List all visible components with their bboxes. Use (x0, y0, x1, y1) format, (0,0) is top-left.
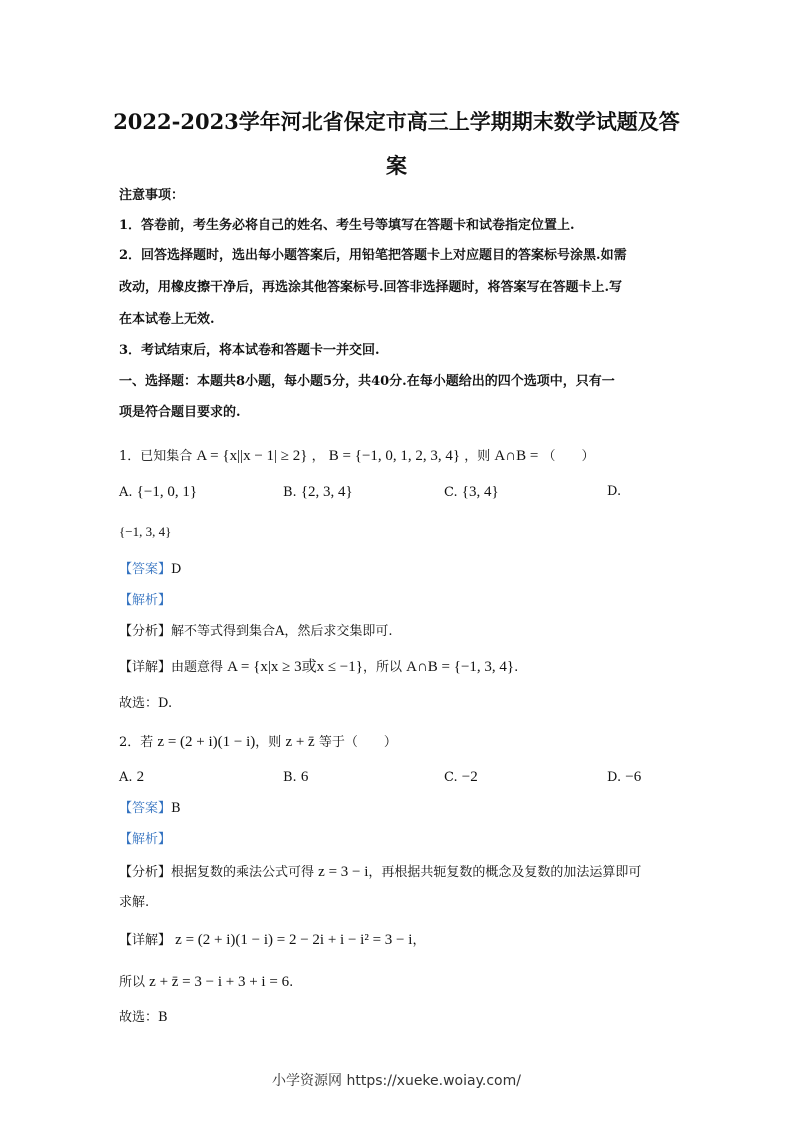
title-line-1: 2022-2023学年河北省保定市高三上学期期末数学试题及答 (113, 109, 680, 134)
q1-option-a (119, 482, 197, 503)
q1-option-a-value: {−1, 0, 1} (136, 484, 198, 500)
q1-sep: ， (311, 449, 325, 464)
q1-xiangjie-math-1: A = {x|x ≥ 3或x ≤ −1} (227, 659, 363, 675)
title-line-2: 案 (386, 153, 407, 178)
q2-option-b-label: B. (283, 770, 297, 785)
q1-fenxi-tag: 【分析】 (119, 624, 172, 639)
q1-set-a: A = {x||x − 1| ≥ 2} (196, 448, 308, 464)
q1-option-a-label: A. (119, 485, 133, 500)
q1-option-b (283, 482, 353, 503)
q2-option-a-value: 2 (136, 769, 145, 785)
q1-xiangjie-math-2: A∩B = {−1, 3, 4} (406, 659, 515, 675)
q2-fenxi-math: z = 3 − i (318, 864, 369, 880)
q2-option-c (444, 767, 478, 788)
q2-option-d-value: −6 (625, 769, 642, 785)
q1-expression: A∩B = (494, 448, 539, 464)
note-2-line-2: 改动，用橡皮擦干净后，再选涂其他答案标号.回答非选择题时，将答案写在答题卡上.写 (119, 280, 623, 295)
q1-xiangjie-end: . (514, 660, 519, 675)
q2-option-b (283, 767, 308, 788)
q2-answer-tag: 【答案】 (119, 801, 172, 816)
q1-set-b: B = {−1, 0, 1, 2, 3, 4} (328, 448, 461, 464)
q1-option-d-value: {−1, 3, 4} (119, 524, 172, 539)
q2-suoyi-text: 所以 (119, 975, 146, 990)
document-title (60, 100, 733, 188)
q1-answer-tag: 【答案】 (119, 562, 172, 577)
q2-choose: 故选：B (119, 1010, 168, 1025)
q2-xiangjie-tag: 【详解】 (119, 933, 172, 948)
note-2-line-3: 在本试卷上无效. (119, 312, 215, 327)
q1-option-b-label: B. (283, 485, 297, 500)
q2-fenxi-line-2: 求解. (119, 895, 150, 910)
question-1 (119, 446, 594, 467)
q2-z-sum: z + z̄ (285, 734, 315, 750)
q2-option-c-label: C. (444, 770, 458, 785)
q2-prefix: 2．若 (119, 735, 154, 750)
q1-paren: （ ） (542, 449, 595, 464)
q2-option-c-value: −2 (461, 769, 478, 785)
q1-xiangjie-text-1: 由题意得 (171, 660, 224, 675)
q1-xiangjie-text-2: ，所以 (362, 660, 402, 675)
q1-choose: 故选：D. (119, 696, 173, 711)
q2-option-d (607, 767, 641, 788)
q1-fenxi-text: 解不等式得到集合A，然后求交集即可. (171, 624, 393, 639)
q1-option-c-label: C. (444, 485, 458, 500)
q2-fenxi-text-1: 根据复数的乘法公式可得 (171, 865, 315, 880)
q1-fenxi (119, 622, 393, 642)
q2-suoyi (119, 972, 293, 993)
q1-xiangjie-tag: 【详解】 (119, 660, 172, 675)
q2-answer-value: B (171, 801, 181, 816)
q1-analysis-tag: 【解析】 (119, 593, 172, 608)
q2-option-b-value: 6 (300, 769, 309, 785)
q2-fenxi-line-1 (119, 862, 641, 883)
section-heading-line-2: 项是符合题目要求的. (119, 405, 241, 420)
q2-option-d-label: D. (607, 770, 622, 785)
q1-option-c-value: {3, 4} (461, 484, 499, 500)
q1-answer (119, 560, 181, 580)
q1-option-b-value: {2, 3, 4} (300, 484, 353, 500)
q2-answer (119, 799, 181, 819)
question-2 (119, 732, 397, 753)
q2-option-a-label: A. (119, 770, 133, 785)
q2-z-expression: z = (2 + i)(1 − i) (157, 734, 256, 750)
q2-fenxi-text-2: ，再根据共轭复数的概念及复数的加法运算即可 (368, 865, 642, 880)
notes-heading: 注意事项： (119, 188, 185, 203)
q2-xiangjie (119, 930, 425, 951)
q1-answer-value: D (171, 562, 182, 577)
footer-watermark: 小学资源网 https://xueke.woiay.com/ (272, 1073, 521, 1089)
q1-option-d-label: D. (607, 484, 622, 499)
q2-option-a (119, 767, 144, 788)
q2-suoyi-math: z + z̄ = 3 − i + 3 + i = 6 (149, 974, 290, 990)
q2-suffix: 等于（ ） (318, 735, 397, 750)
q1-prefix: 1．已知集合 (119, 449, 193, 464)
q2-suoyi-end: . (289, 975, 294, 990)
note-1: 1．答卷前，考生务必将自己的姓名、考生号等填写在答题卡和试卷指定位置上. (119, 218, 575, 233)
note-3: 3．考试结束后，将本试卷和答题卡一并交回. (119, 343, 380, 358)
q2-analysis-tag: 【解析】 (119, 832, 172, 847)
q1-xiangjie (119, 657, 518, 678)
q1-option-c (444, 482, 499, 503)
q2-then: ，则 (255, 735, 282, 750)
q2-xiangjie-math: z = (2 + i)(1 − i) = 2 − 2i + i − i² = 3 − i (175, 932, 413, 948)
q2-xiangjie-end: ， (412, 933, 426, 948)
section-heading-line-1: 一、选择题：本题共8小题，每小题5分，共40分.在每小题给出的四个选项中，只有一 (119, 374, 615, 389)
note-2-line-1: 2．回答选择题时，选出每小题答案后，用铅笔把答题卡上对应题目的答案标号涂黑.如需 (119, 248, 627, 263)
q1-then: ，则 (464, 449, 491, 464)
q2-fenxi-tag: 【分析】 (119, 865, 172, 880)
